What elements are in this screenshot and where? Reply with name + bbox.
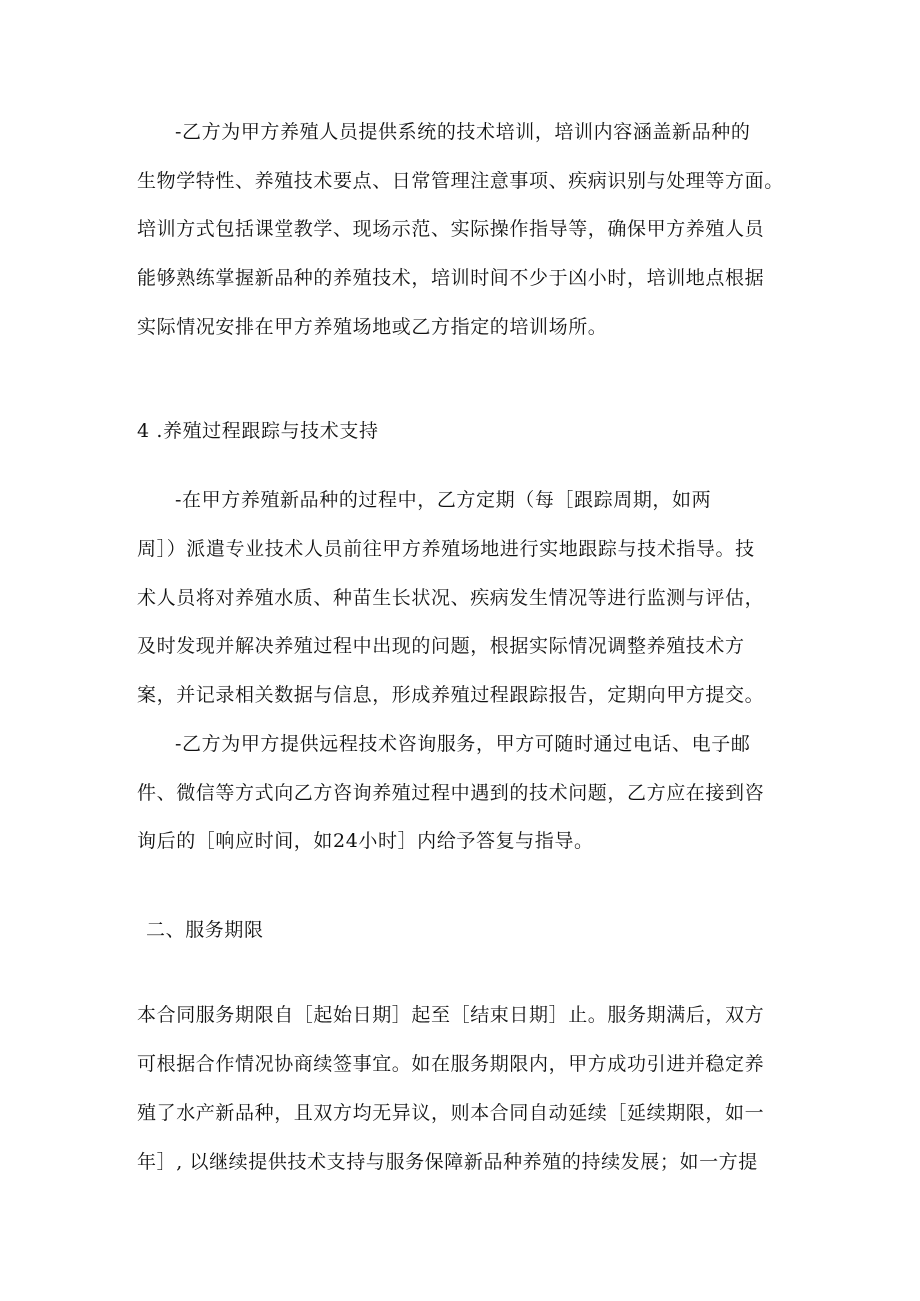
paragraph-line: 殖了水产新品种，且双方均无异议，则本合同自动延续［延续期限，如一 xyxy=(137,1102,765,1124)
paragraph-line: 及时发现并解决养殖过程中出现的问题，根据实际情况调整养殖技术方 xyxy=(137,635,745,657)
paragraph-line: -乙方为甲方养殖人员提供系统的技术培训，培训内容涵盖新品种的 xyxy=(175,121,751,143)
subsection-heading: 4 .养殖过程跟踪与技术支持 xyxy=(137,420,379,442)
paragraph-line: -在甲方养殖新品种的过程中，乙方定期（每［跟踪周期，如两 xyxy=(175,489,712,511)
paragraph-line: 培训方式包括课堂教学、现场示范、实际操作指导等，确保甲方养殖人员 xyxy=(137,218,765,240)
paragraph-line: 生物学特性、养殖技术要点、日常管理注意事项、疾病识别与处理等方面。 xyxy=(137,170,784,192)
paragraph-line: 本合同服务期限自［起始日期］起至［结束日期］止。服务期满后，双方 xyxy=(137,1004,765,1026)
paragraph-line: 实际情况安排在甲方养殖场地或乙方指定的培训场所。 xyxy=(137,316,608,338)
section-heading: 二、服务期限 xyxy=(146,919,264,941)
paragraph-line: 能够熟练掌握新品种的养殖技术，培训时间不少于凶小时，培训地点根据 xyxy=(137,267,765,289)
paragraph-line: 件、微信等方式向乙方咨询养殖过程中遇到的技术问题，乙方应在接到咨 xyxy=(137,782,765,804)
paragraph-line: 年］, 以继续提供技术支持与服务保障新品种养殖的持续发展；如一方提 xyxy=(137,1151,758,1173)
paragraph-line: -乙方为甲方提供远程技术咨询服务，甲方可随时通过电话、电子邮 xyxy=(175,733,751,755)
paragraph-line: 周］）派遣专业技术人员前往甲方养殖场地进行实地跟踪与技术指导。技 xyxy=(137,538,755,560)
paragraph-line: 询后的［响应时间，如24小时］内给予答复与指导。 xyxy=(137,830,594,852)
paragraph-line: 可根据合作情况协商续签事宜。如在服务期限内，甲方成功引进并稳定养 xyxy=(137,1053,765,1075)
paragraph-line: 案，并记录相关数据与信息，形成养殖过程跟踪报告，定期向甲方提交。 xyxy=(137,684,765,706)
paragraph-line: 术人员将对养殖水质、种苗生长状况、疾病发生情况等进行监测与评估， xyxy=(137,587,765,609)
